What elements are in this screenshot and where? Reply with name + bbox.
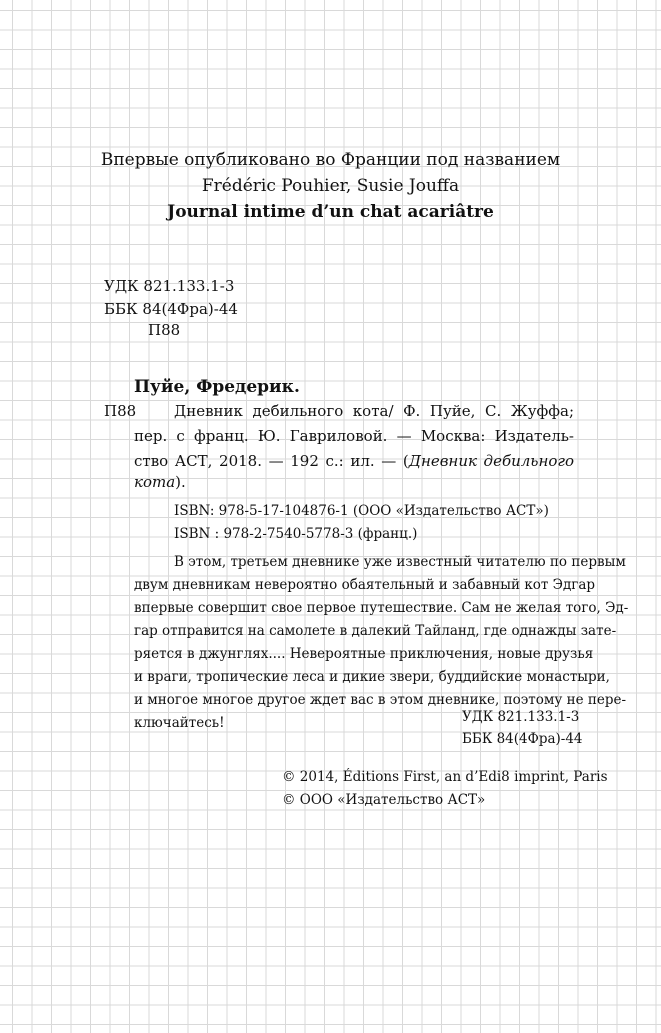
annotation-line: двум дневникам невероятно обаятельный и забавный кот Эдгар [134,577,596,593]
annotation-line: и враги, тропические леса и дикие звери, буддийские монастыри, [134,669,610,685]
entry-description-line4: кота). [134,473,186,491]
original-publication-note: Впервые опубликовано во Франции под названием [100,150,561,170]
annotation-line: ключайтесь! [134,715,225,731]
annotation-line: В этом, третьем дневнике уже известный читателю по первым [174,554,626,570]
annotation-line: ряется в джунглях.... Невероятные приключения, новые друзья [134,646,594,662]
entry-author: Пуйе, Фредерик. [134,377,300,397]
author-mark: П88 [148,321,181,339]
bbk-code: ББК 84(4Фра)-44 [104,300,238,318]
isbn-russian: ISBN: 978-5-17-104876-1 (ООО «Издательство АСТ») [174,503,549,519]
entry-description-line1: Дневник дебильного кота/ Ф. Пуйе, С. Жуффа; [174,402,574,420]
isbn-french: ISBN : 978-2-7540-5778-3 (франц.) [174,526,418,542]
original-title: Journal intime d’un chat acariâtre [167,202,494,222]
original-authors: Frédéric Pouhier, Susie Jouffa [201,176,460,196]
udk-code: УДК 821.133.1-3 [104,277,235,295]
entry-code: П88 [104,402,137,420]
bbk-code-right: ББК 84(4Фра)-44 [462,731,583,747]
annotation-line: впервые совершит свое первое путешествие. Сам не желая того, Эд- [134,600,629,616]
annotation-line: и многое многое другое ждет вас в этом дневнике, поэтому не пере- [134,692,627,708]
entry-series-title-end: кота [134,473,176,491]
entry-description-line2: пер. с франц. Ю. Гавриловой. — Москва: Издатель- [134,427,574,445]
entry-description-line3: ство АСТ, 2018. — 192 с.: ил. — (Дневник дебильного [134,452,574,470]
entry-series-title: Дневник дебильного [408,452,574,470]
copyright-publisher-fr: © 2014, Éditions First, an d’Edi8 imprint, Paris [282,769,608,785]
copyright-publisher-ru: © ООО «Издательство АСТ» [282,792,486,808]
annotation-line: гар отправится на самолете в далекий Тайланд, где однажды зате- [134,623,617,639]
udk-code-right: УДК 821.133.1-3 [462,709,580,725]
